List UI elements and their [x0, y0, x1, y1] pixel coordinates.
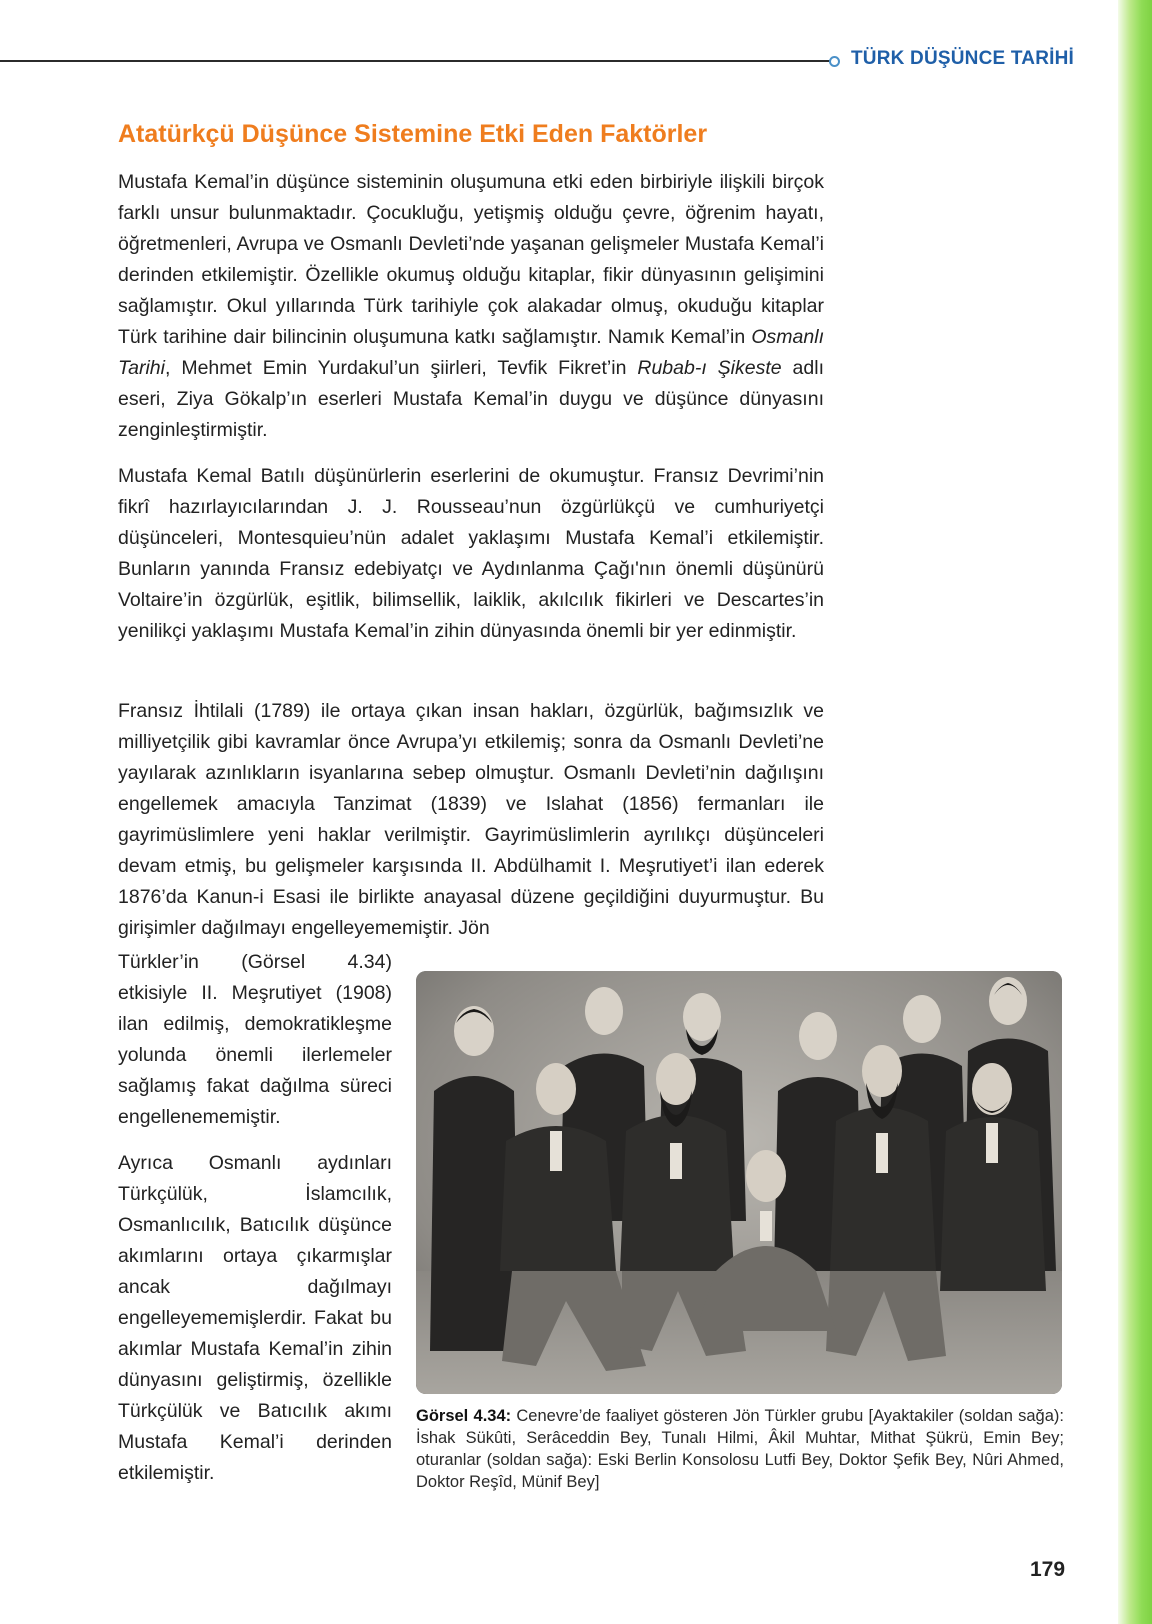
- paragraph-french-revolution: Fransız İhtilali (1789) ile ortaya çıkan insan hakları, özgürlük, bağımsızlık ve milliyetçilik gibi kavramlar önce Avrupa’yı etkilemiş; sonra da Osmanlı Devleti’ne yayılarak azınlıkların isyanlarına sebep olmuştur. Osmanlı Devleti’nin dağılışını engellemek amacıyla Tanzimat (1839) ve Islahat (1856) fermanları ile gayrimüslimlere yeni haklar verilmiştir. Gayrimüslimlerin ayrılıkçı düşünceleri devam etmiş, bu gelişmeler karşısında II. Abdülhamit I. Meşrutiyet’i ilan ederek 1876’da Kanun-i Esasi ile birlikte anayasal düzene geçildiğini duyurmuştur. Bu girişimler dağılmayı engelleyememiştir. Jön: [118, 700, 824, 939]
- paragraph-western-thinkers: Mustafa Kemal Batılı düşünürlerin eserlerini de okumuştur. Fransız Devrimi’nin fikrî hazırlayıcılarından J. J. Rousseau’nun özgürlükçü ve cumhuriyetçi düşünceleri, Montesquieu’nün adalet yaklaşımı Mustafa Kemal’i etkilemiştir. Bunların yanında Fransız edebiyatçı ve Aydınlanma Çağı'nın önemli düşünürü Voltaire’in özgürlük, eşitlik, bilimsellik, laiklik, akılcılık fikirleri ve Descartes’in yenilikçi yaklaşımı Mustafa Kemal’in zihin dünyasında önemli bir yer edinmiştir.: [118, 465, 824, 642]
- page-number: 179: [1030, 1558, 1066, 1581]
- paragraph-intellectual-movements: Ayrıca Osmanlı aydınları Türkçülük, İslamcılık, Osmanlıcılık, Batıcılık düşünce akımlarını ortaya çıkarmışlar ancak dağılmayı engelleyememişlerdir. Fakat bu akımlar Mustafa Kemal’in zihin dünyasını geliştirmiş, özellikle Türkçülük ve Batıcılık akımı Mustafa Kemal’i derinden etkilemiştir.: [118, 1152, 392, 1484]
- young-turks-group-photo: [416, 971, 1062, 1394]
- figure-caption: [416, 1405, 1064, 1493]
- header-rule: [0, 60, 832, 62]
- figure-caption-text: Cenevre’de faaliyet gösteren Jön Türkler grubu [Ayaktakiler (soldan sağa): İshak Sükûti, Serâceddin Bey, Tunalı Hilmi, Âkil Muhtar, Mithat Şükrü, Emin Bey; oturanlar (soldan sağa): Eski Berlin Konsolosu Lutfi Bey, Doktor Şefik Bey, Nûri Ahmed, Doktor Reşîd, Münif Bey]: [416, 1407, 1064, 1491]
- paragraph-text: adlı eseri, Ziya Gökalp’ın eserleri Mustafa Kemal’in duygu ve düşünce dünyasını zenginleştirmiştir.: [118, 357, 824, 441]
- green-page-edge: [1118, 0, 1152, 1624]
- paragraph-text: , Mehmet Emin Yurdakul’un şiirleri, Tevfik Fikret’in: [164, 357, 638, 379]
- running-header-title: TÜRK DÜŞÜNCE TARİHİ: [851, 48, 1074, 69]
- section-title: Atatürkçü Düşünce Sistemine Etki Eden Faktörler: [118, 120, 708, 148]
- header-bullet-icon: [829, 56, 840, 67]
- paragraph-french-revolution-continued: Türkler’in (Görsel 4.34) etkisiyle II. Meşrutiyet (1908) ilan edilmiş, demokratikleşme yolunda önemli ilerlemeler sağlamış fakat dağılma süreci engellenememiştir.: [118, 951, 392, 1128]
- paragraph-text: Mustafa Kemal’in düşünce sisteminin oluşumuna etki eden birbiriyle ilişkili birçok farklı unsur bulunmaktadır. Çocukluğu, yetişmiş olduğu çevre, öğrenim hayatı, öğretmenleri, Avrupa ve Osmanlı Devleti’nde yaşanan gelişmeler Mustafa Kemal’i derinden etkilemiştir. Özellikle okumuş olduğu kitaplar, fikir dünyasının gelişimini sağlamıştır. Okul yıllarında Türk tarihiyle çok alakadar olmuş, okuduğu kitaplar Türk tarihine dair bilincinin oluşumuna katkı sağlamıştır. Namık Kemal’in: [118, 171, 824, 348]
- figure-label: Görsel 4.34:: [416, 1407, 512, 1425]
- paragraph-influences: [118, 167, 824, 446]
- book-title-osmanli-tarihi: Osmanlı Tarihi: [118, 326, 824, 379]
- book-title-rubab-i-sikeste: Rubab-ı Şikeste: [637, 357, 782, 379]
